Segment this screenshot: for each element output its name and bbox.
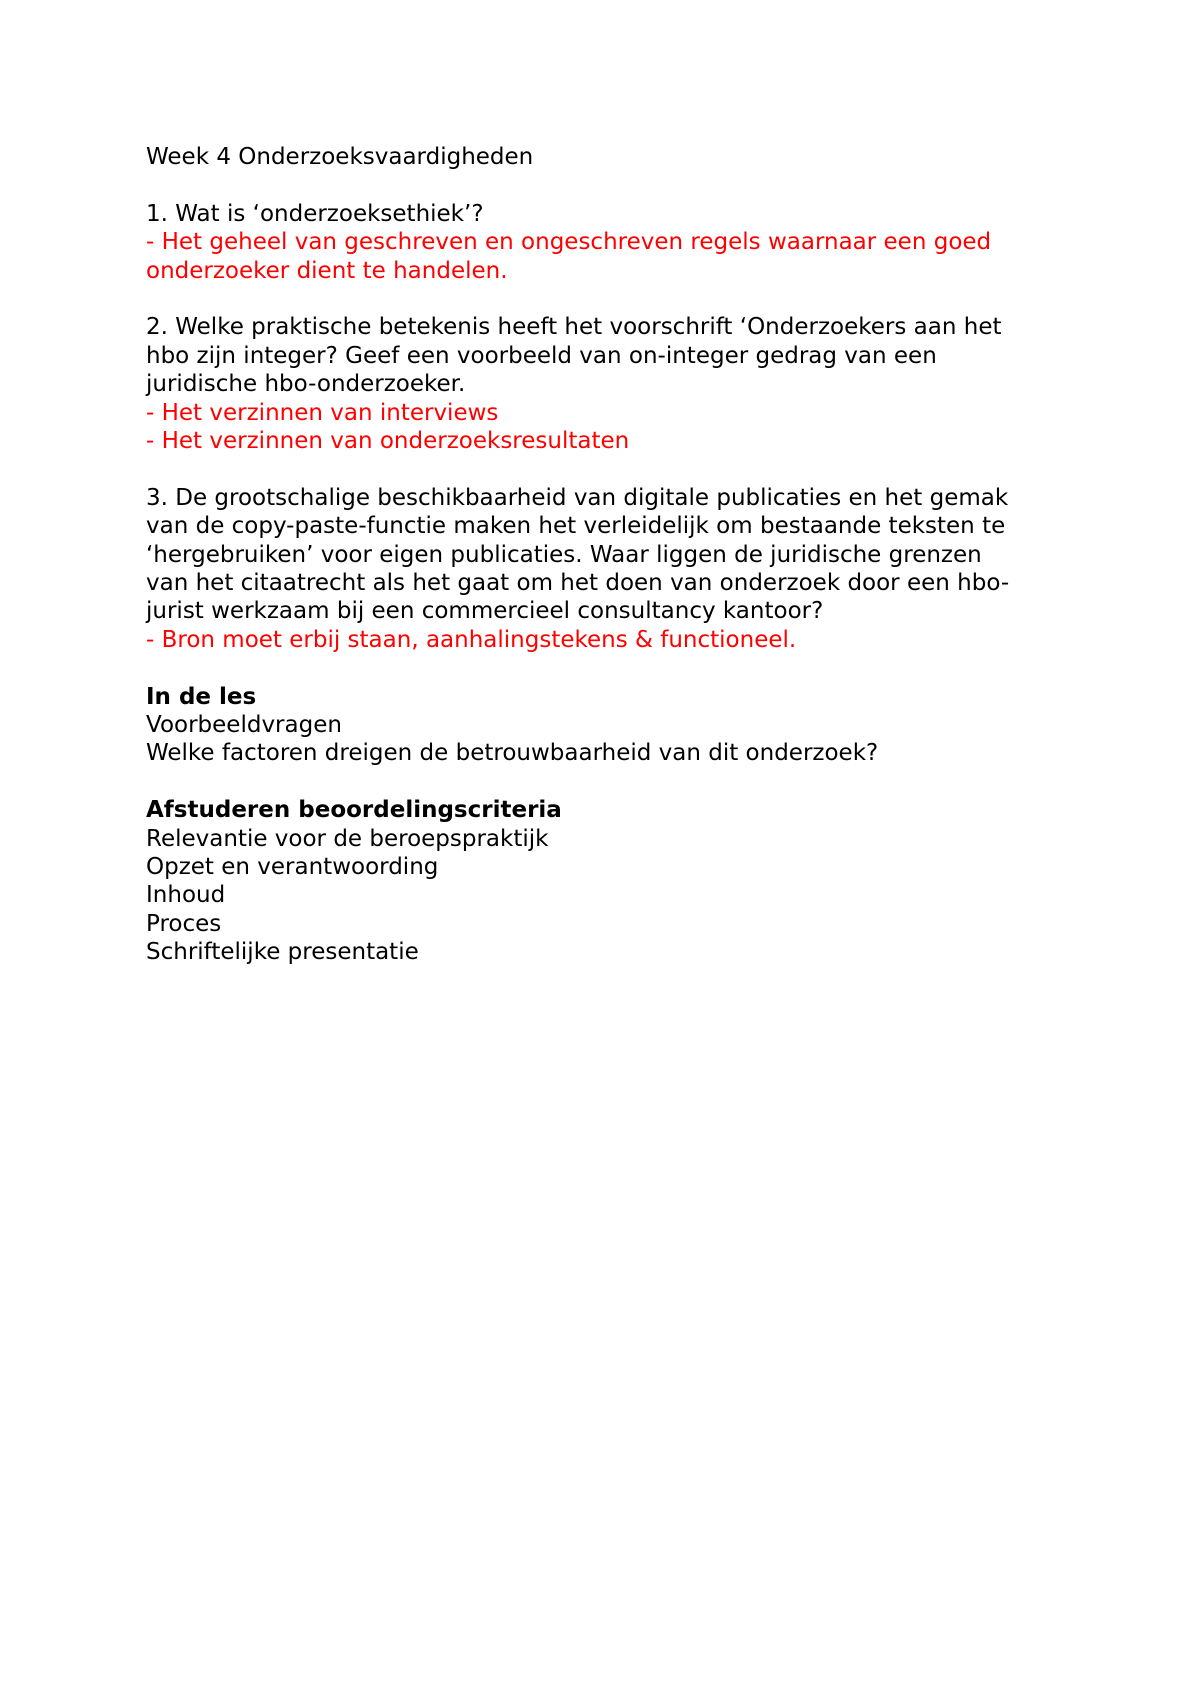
- answer-3-line: - Bron moet erbij staan, aanhalingstekens & functioneel.: [146, 626, 797, 653]
- in-de-les-heading: In de les: [146, 683, 257, 710]
- question-2-line: 2. Welke praktische betekenis heeft het voorschrift ‘Onderzoekers aan het: [146, 314, 1002, 341]
- criteria-item: Relevantie voor de beroepspraktijk: [146, 825, 549, 852]
- document-page: [146, 143, 1086, 967]
- document-title: Week 4 Onderzoeksvaardigheden: [146, 144, 534, 170]
- spacer: [146, 455, 1086, 483]
- question-3-line: van het citaatrecht als het gaat om het doen van onderzoek door een hbo-: [146, 570, 1010, 597]
- question-3-line: 3. De grootschalige beschikbaarheid van digitale publicaties en het gemak: [146, 484, 1009, 511]
- answer-1-line: - Het geheel van geschreven en ongeschreven regels waarnaar een goed: [146, 229, 992, 256]
- answer-2-line: - Het verzinnen van interviews: [146, 399, 499, 426]
- spacer: [146, 768, 1086, 796]
- criteria-item: Inhoud: [146, 882, 226, 909]
- question-block-3: [146, 484, 1086, 654]
- answer-1-line: onderzoeker dient te handelen.: [146, 257, 508, 284]
- question-1-line: 1. Wat is ‘onderzoeksethiek’?: [146, 200, 484, 227]
- afstuderen-heading: Afstuderen beoordelingscriteria: [146, 797, 562, 824]
- question-2-line: juridische hbo-onderzoeker.: [146, 371, 466, 398]
- afstuderen-section: [146, 796, 1086, 966]
- spacer: [146, 171, 1086, 199]
- question-3-line: jurist werkzaam bij een commercieel consultancy kantoor?: [146, 598, 824, 625]
- criteria-item: Schriftelijke presentatie: [146, 939, 419, 966]
- in-de-les-section: [146, 683, 1086, 768]
- question-2-line: hbo zijn integer? Geef een voorbeeld van on-integer gedrag van een: [146, 342, 937, 369]
- criteria-item: Opzet en verantwoording: [146, 854, 439, 881]
- spacer: [146, 654, 1086, 682]
- in-de-les-line: Voorbeeldvragen: [146, 712, 342, 739]
- answer-2-line: - Het verzinnen van onderzoeksresultaten: [146, 428, 630, 455]
- in-de-les-line: Welke factoren dreigen de betrouwbaarheid van dit onderzoek?: [146, 740, 879, 767]
- spacer: [146, 285, 1086, 313]
- question-3-line: van de copy-paste-functie maken het verleidelijk om bestaande teksten te: [146, 513, 1006, 540]
- question-3-line: ‘hergebruiken’ voor eigen publicaties. Waar liggen de juridische grenzen: [146, 541, 982, 568]
- question-block-2: [146, 313, 1086, 455]
- question-block-1: [146, 200, 1086, 285]
- criteria-item: Proces: [146, 910, 222, 937]
